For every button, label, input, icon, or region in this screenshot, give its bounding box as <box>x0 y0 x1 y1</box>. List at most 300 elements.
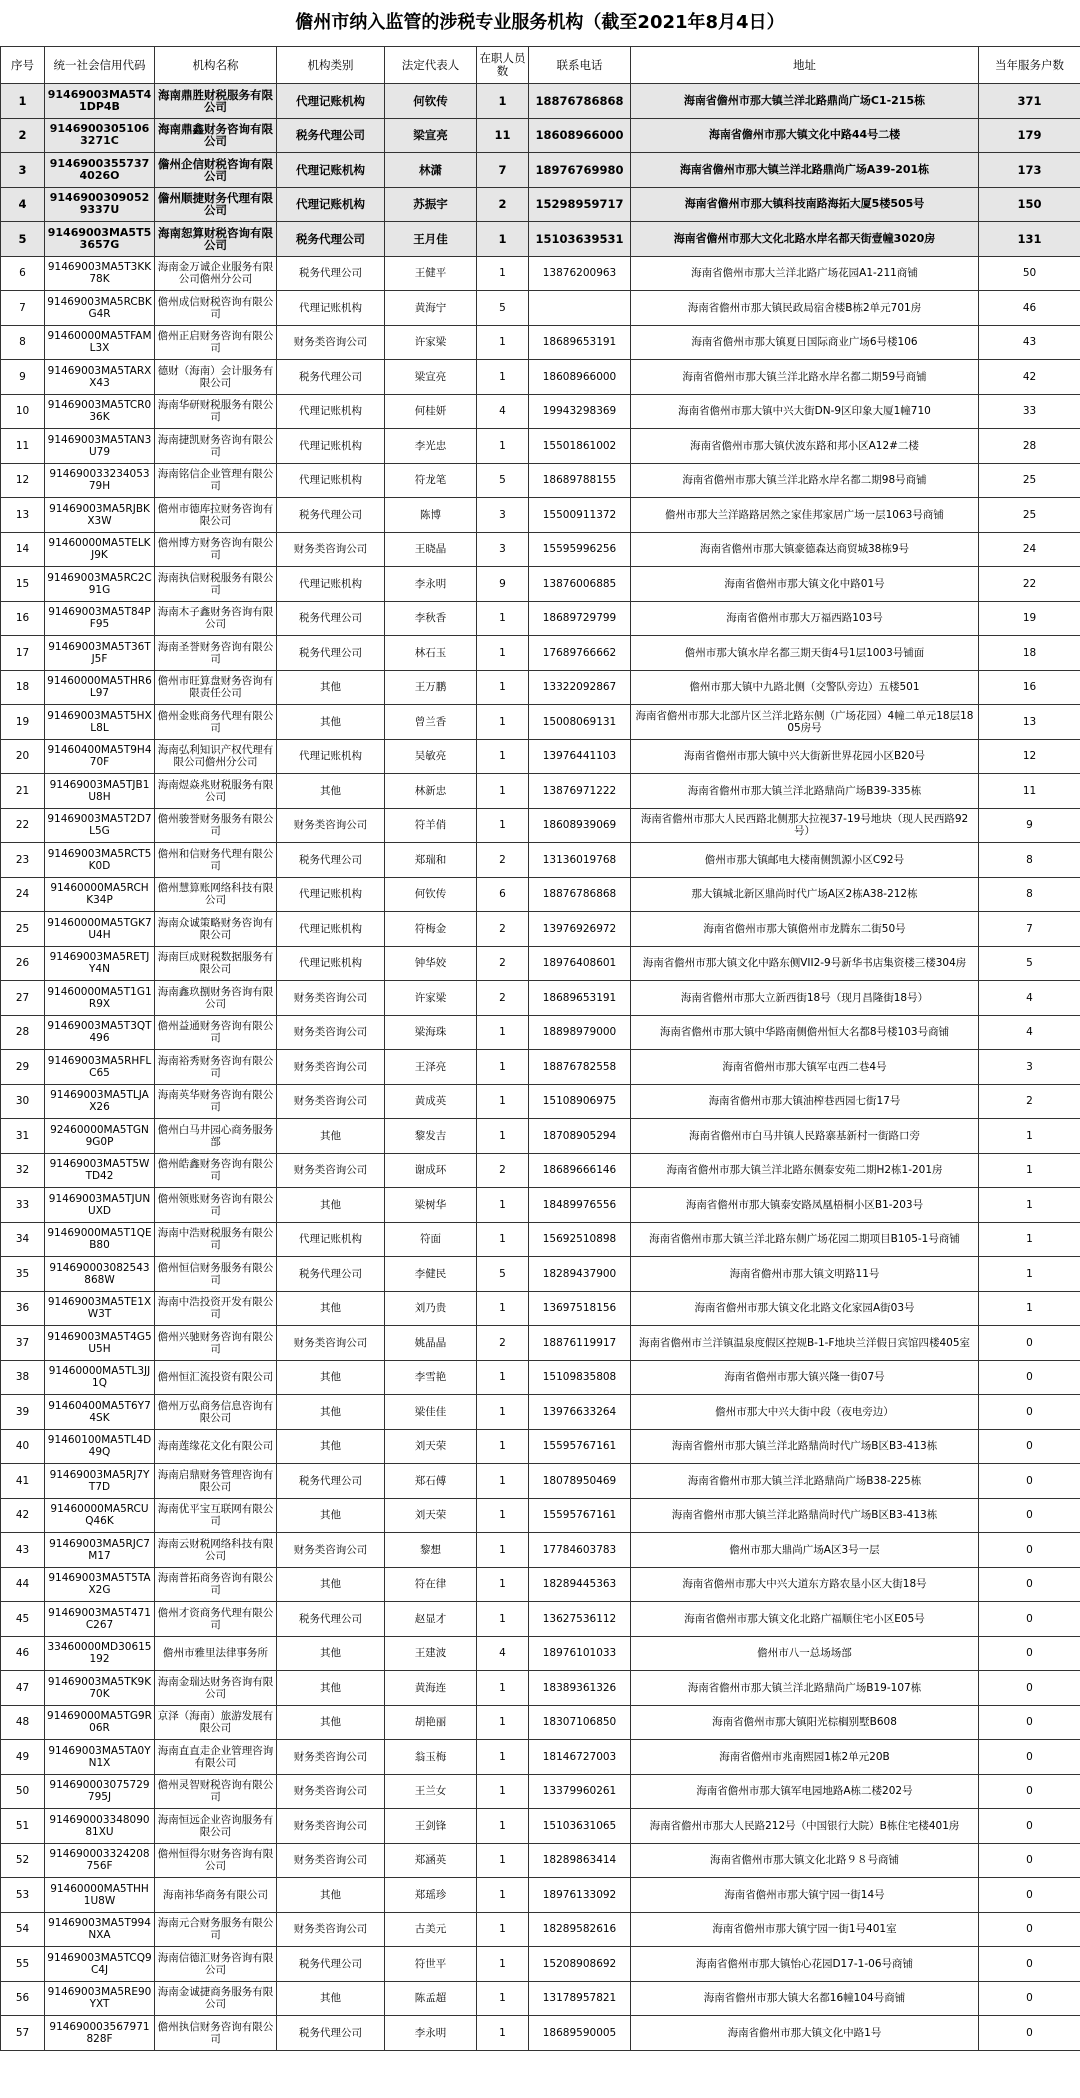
cell-no: 20 <box>1 739 45 774</box>
cell-address: 儋州市那大镇水岸名都三期天街4号1层1003号铺面 <box>631 636 979 671</box>
cell-served: 0 <box>979 1705 1080 1740</box>
cell-code: 91469003MA5RJ7YT7D <box>45 1464 155 1499</box>
cell-staff: 1 <box>477 1843 529 1878</box>
cell-address: 海南省儋州市白马井镇人民路寨基新村一街路口旁 <box>631 1119 979 1154</box>
cell-type: 财务类咨询公司 <box>277 532 385 567</box>
cell-rep: 黎发吉 <box>385 1119 477 1154</box>
cell-name: 海南元合财务服务有限公司 <box>155 1912 277 1947</box>
cell-staff: 1 <box>477 1222 529 1257</box>
cell-name: 海南众诚策略财务咨询有限公司 <box>155 912 277 947</box>
cell-name: 海南中浩财税服务有限公司 <box>155 1222 277 1257</box>
cell-type: 财务类咨询公司 <box>277 1084 385 1119</box>
cell-code: 91469000MA5TG9R06R <box>45 1705 155 1740</box>
cell-served: 0 <box>979 1464 1080 1499</box>
cell-no: 19 <box>1 705 45 740</box>
cell-rep: 何钦传 <box>385 84 477 119</box>
cell-code: 91469003MA5T53657G <box>45 222 155 257</box>
cell-address: 海南省儋州市那大立新西街18号（现月昌隆街18号） <box>631 981 979 1016</box>
cell-no: 35 <box>1 1257 45 1292</box>
cell-staff: 1 <box>477 1360 529 1395</box>
cell-name: 儋州兴驰财务咨询有限公司 <box>155 1326 277 1361</box>
cell-staff: 1 <box>477 360 529 395</box>
header-cell-served: 当年服务户数 <box>979 47 1080 84</box>
cell-address: 海南省儋州市那大镇泰安路凤凰梧桐小区B1-203号 <box>631 1188 979 1223</box>
cell-no: 22 <box>1 808 45 843</box>
cell-rep: 符龙笔 <box>385 463 477 498</box>
cell-served: 0 <box>979 1636 1080 1671</box>
cell-code: 91460000MA5TFAML3X <box>45 325 155 360</box>
cell-staff: 2 <box>477 1326 529 1361</box>
cell-type: 财务类咨询公司 <box>277 1912 385 1947</box>
cell-type: 税务代理公司 <box>277 498 385 533</box>
cell-staff: 1 <box>477 222 529 257</box>
cell-staff: 1 <box>477 1567 529 1602</box>
cell-type: 其他 <box>277 1567 385 1602</box>
table-row <box>1 1084 1080 1119</box>
cell-staff: 1 <box>477 1602 529 1637</box>
cell-phone: 13136019768 <box>529 843 631 878</box>
cell-code: 91469003MA5T3QT496 <box>45 1015 155 1050</box>
table-row <box>1 774 1080 809</box>
cell-address: 海南省儋州市兰洋镇温泉度假区控规B-1-F地块兰洋假日宾馆四楼405室 <box>631 1326 979 1361</box>
table-row <box>1 1947 1080 1982</box>
cell-staff: 5 <box>477 1257 529 1292</box>
table-row <box>1 1429 1080 1464</box>
header-cell-phone: 联系电话 <box>529 47 631 84</box>
cell-served: 3 <box>979 1050 1080 1085</box>
cell-staff: 1 <box>477 1119 529 1154</box>
cell-rep: 刘天荣 <box>385 1429 477 1464</box>
cell-code: 91469003MA5TJB1U8H <box>45 774 155 809</box>
table-row <box>1 1705 1080 1740</box>
cell-type: 其他 <box>277 670 385 705</box>
table-row <box>1 1912 1080 1947</box>
cell-phone: 13976926972 <box>529 912 631 947</box>
cell-type: 其他 <box>277 1878 385 1913</box>
table-row <box>1 1015 1080 1050</box>
cell-served: 0 <box>979 1843 1080 1878</box>
cell-served: 0 <box>979 1567 1080 1602</box>
cell-no: 16 <box>1 601 45 636</box>
cell-rep: 古美元 <box>385 1912 477 1947</box>
cell-code: 91469003MA5T5WTD42 <box>45 1153 155 1188</box>
cell-phone: 15208908692 <box>529 1947 631 1982</box>
cell-no: 45 <box>1 1602 45 1637</box>
cell-staff: 1 <box>477 808 529 843</box>
cell-address: 海南省儋州市那大镇中华路南侧儋州恒大名都8号楼103号商铺 <box>631 1015 979 1050</box>
cell-served: 5 <box>979 946 1080 981</box>
table-row <box>1 670 1080 705</box>
cell-phone: 18976408601 <box>529 946 631 981</box>
table-row <box>1 1740 1080 1775</box>
cell-rep: 郑涵英 <box>385 1843 477 1878</box>
cell-served: 12 <box>979 739 1080 774</box>
cell-no: 38 <box>1 1360 45 1395</box>
cell-address: 海南省儋州市那大镇夏日国际商业广场6号楼106 <box>631 325 979 360</box>
cell-no: 49 <box>1 1740 45 1775</box>
cell-staff: 1 <box>477 256 529 291</box>
cell-phone: 15008069131 <box>529 705 631 740</box>
cell-address: 海南省儋州市那大镇兰洋北路鼎尚广场B39-335栋 <box>631 774 979 809</box>
cell-staff: 2 <box>477 843 529 878</box>
cell-name: 儋州金账商务代理有限公司 <box>155 705 277 740</box>
cell-staff: 7 <box>477 153 529 188</box>
cell-name: 海南执信财税服务有限公司 <box>155 567 277 602</box>
cell-name: 儋州市德库拉财务咨询有限公司 <box>155 498 277 533</box>
cell-staff: 1 <box>477 1981 529 2016</box>
cell-name: 海南金诚捷商务服务有限公司 <box>155 1981 277 2016</box>
cell-address: 海南省儋州市那大镇豪德森达商贸城38栋9号 <box>631 532 979 567</box>
cell-phone: 18976769980 <box>529 153 631 188</box>
cell-served: 24 <box>979 532 1080 567</box>
page-title: 儋州市纳入监管的涉税专业服务机构（截至2021年8月4日） <box>0 0 1080 47</box>
table-row <box>1 843 1080 878</box>
cell-staff: 2 <box>477 912 529 947</box>
cell-rep: 符在律 <box>385 1567 477 1602</box>
header-cell-staff: 在职人员数 <box>477 47 529 84</box>
cell-code: 91469000MA5T1QEB80 <box>45 1222 155 1257</box>
cell-address: 海南省儋州市那大镇文化中路01号 <box>631 567 979 602</box>
cell-rep: 黄海宁 <box>385 291 477 326</box>
cell-address: 海南省儋州市那大镇兰洋北路鼎尚广场C1-215栋 <box>631 84 979 119</box>
cell-no: 5 <box>1 222 45 257</box>
cell-no: 31 <box>1 1119 45 1154</box>
cell-code: 91469003MA5T3KK78K <box>45 256 155 291</box>
cell-no: 11 <box>1 429 45 464</box>
cell-no: 21 <box>1 774 45 809</box>
cell-name: 海南巨成财税数据服务有限公司 <box>155 946 277 981</box>
cell-rep: 林新忠 <box>385 774 477 809</box>
cell-type: 其他 <box>277 774 385 809</box>
cell-type: 税务代理公司 <box>277 2016 385 2051</box>
cell-rep: 王健平 <box>385 256 477 291</box>
table-body <box>1 84 1080 2051</box>
cell-phone: 13627536112 <box>529 1602 631 1637</box>
cell-served: 43 <box>979 325 1080 360</box>
table-row <box>1 222 1080 257</box>
cell-name: 海南捷凯财务咨询有限公司 <box>155 429 277 464</box>
cell-rep: 王晓晶 <box>385 532 477 567</box>
cell-served: 1 <box>979 1153 1080 1188</box>
cell-phone: 15595996256 <box>529 532 631 567</box>
table-row <box>1 1395 1080 1430</box>
cell-type: 代理记账机构 <box>277 567 385 602</box>
cell-staff: 9 <box>477 567 529 602</box>
cell-type: 代理记账机构 <box>277 912 385 947</box>
cell-type: 财务类咨询公司 <box>277 1153 385 1188</box>
cell-served: 18 <box>979 636 1080 671</box>
table-row <box>1 1843 1080 1878</box>
cell-rep: 钟华姣 <box>385 946 477 981</box>
cell-staff: 1 <box>477 774 529 809</box>
cell-phone: 13876006885 <box>529 567 631 602</box>
cell-type: 税务代理公司 <box>277 843 385 878</box>
cell-served: 0 <box>979 1878 1080 1913</box>
cell-address: 海南省儋州市那大镇兰洋北路水岸名都二期98号商铺 <box>631 463 979 498</box>
cell-rep: 李雪艳 <box>385 1360 477 1395</box>
cell-address: 海南省儋州市那大镇兰洋北路水岸名都二期59号商铺 <box>631 360 979 395</box>
cell-served: 173 <box>979 153 1080 188</box>
cell-no: 34 <box>1 1222 45 1257</box>
cell-no: 47 <box>1 1671 45 1706</box>
cell-served: 1 <box>979 1222 1080 1257</box>
cell-code: 91469003MA5RC2C91G <box>45 567 155 602</box>
cell-staff: 1 <box>477 705 529 740</box>
cell-no: 15 <box>1 567 45 602</box>
cell-served: 0 <box>979 1360 1080 1395</box>
cell-code: 92460000MA5TGN9G0P <box>45 1119 155 1154</box>
cell-rep: 陈孟超 <box>385 1981 477 2016</box>
cell-no: 51 <box>1 1809 45 1844</box>
cell-name: 儋州恒汇流投资有限公司 <box>155 1360 277 1395</box>
cell-code: 91469003MA5TAN3U79 <box>45 429 155 464</box>
cell-name: 儋州才资商务代理有限公司 <box>155 1602 277 1637</box>
cell-address: 儋州市那大中兴大街中段（夜电旁边） <box>631 1395 979 1430</box>
cell-type: 税务代理公司 <box>277 1602 385 1637</box>
cell-phone: 18307106850 <box>529 1705 631 1740</box>
cell-name: 海南金万诚企业服务有限公司儋州分公司 <box>155 256 277 291</box>
cell-type: 税务代理公司 <box>277 360 385 395</box>
cell-code: 91469003MA5TJUNUXD <box>45 1188 155 1223</box>
cell-type: 其他 <box>277 1498 385 1533</box>
cell-type: 税务代理公司 <box>277 601 385 636</box>
cell-no: 2 <box>1 118 45 153</box>
cell-staff: 1 <box>477 1878 529 1913</box>
cell-rep: 林潇 <box>385 153 477 188</box>
cell-address: 海南省儋州市那大镇兰洋北路东侧广场花园二期项目B105-1号商铺 <box>631 1222 979 1257</box>
header-cell-type: 机构类别 <box>277 47 385 84</box>
table-row <box>1 636 1080 671</box>
cell-served: 179 <box>979 118 1080 153</box>
cell-rep: 梁宣亮 <box>385 118 477 153</box>
cell-staff: 1 <box>477 1188 529 1223</box>
cell-rep: 谢成环 <box>385 1153 477 1188</box>
cell-no: 46 <box>1 1636 45 1671</box>
cell-phone: 18876782558 <box>529 1050 631 1085</box>
cell-address: 海南省儋州市那大镇中兴大街新世界花园小区B20号 <box>631 739 979 774</box>
cell-served: 0 <box>979 1533 1080 1568</box>
cell-no: 41 <box>1 1464 45 1499</box>
cell-staff: 1 <box>477 1395 529 1430</box>
cell-type: 其他 <box>277 1429 385 1464</box>
cell-no: 50 <box>1 1774 45 1809</box>
cell-phone: 15109835808 <box>529 1360 631 1395</box>
cell-type: 财务类咨询公司 <box>277 981 385 1016</box>
cell-no: 3 <box>1 153 45 188</box>
cell-phone: 15298959717 <box>529 187 631 222</box>
cell-code: 91469003MA5T5TAX2G <box>45 1567 155 1602</box>
cell-no: 52 <box>1 1843 45 1878</box>
header-cell-address: 地址 <box>631 47 979 84</box>
table-row <box>1 153 1080 188</box>
cell-staff: 1 <box>477 1809 529 1844</box>
cell-rep: 梁佳佳 <box>385 1395 477 1430</box>
cell-phone: 18289863414 <box>529 1843 631 1878</box>
cell-code: 91469003MA5RETJY4N <box>45 946 155 981</box>
cell-type: 其他 <box>277 1636 385 1671</box>
cell-served: 0 <box>979 1602 1080 1637</box>
cell-address: 儋州市那大镇中九路北侧（交警队旁边）五楼501 <box>631 670 979 705</box>
cell-phone: 13322092867 <box>529 670 631 705</box>
cell-code: 91469003MA5RE90YXT <box>45 1981 155 2016</box>
cell-name: 儋州市雅里法律事务所 <box>155 1636 277 1671</box>
cell-code: 91469003MA5RCBKG4R <box>45 291 155 326</box>
cell-code: 91469003MA5TA0YN1X <box>45 1740 155 1775</box>
cell-staff: 2 <box>477 946 529 981</box>
cell-code: 91469003MA5RCT5K0D <box>45 843 155 878</box>
cell-no: 55 <box>1 1947 45 1982</box>
cell-type: 财务类咨询公司 <box>277 1533 385 1568</box>
cell-type: 其他 <box>277 1291 385 1326</box>
cell-address: 海南省儋州市那大镇兰洋北路鼎尚时代广场B区B3-413栋 <box>631 1429 979 1464</box>
table-row <box>1 877 1080 912</box>
cell-type: 代理记账机构 <box>277 84 385 119</box>
table-row <box>1 291 1080 326</box>
cell-served: 0 <box>979 1498 1080 1533</box>
cell-staff: 1 <box>477 1015 529 1050</box>
cell-served: 50 <box>979 256 1080 291</box>
cell-name: 海南铭信企业管理有限公司 <box>155 463 277 498</box>
agency-table <box>0 46 1080 2051</box>
cell-code: 91469003MA5TCR036K <box>45 394 155 429</box>
cell-code: 91469003MA5T4G5U5H <box>45 1326 155 1361</box>
cell-phone: 13976441103 <box>529 739 631 774</box>
cell-phone: 18689590005 <box>529 2016 631 2051</box>
cell-code: 91469003MA5T5HXL8L <box>45 705 155 740</box>
cell-served: 19 <box>979 601 1080 636</box>
cell-name: 海南启鼎财务管理咨询有限公司 <box>155 1464 277 1499</box>
cell-no: 56 <box>1 1981 45 2016</box>
cell-served: 1 <box>979 1257 1080 1292</box>
cell-no: 17 <box>1 636 45 671</box>
cell-served: 0 <box>979 1671 1080 1706</box>
cell-phone: 15500911372 <box>529 498 631 533</box>
cell-rep: 梁海珠 <box>385 1015 477 1050</box>
cell-name: 海南鼎胜财税服务有限公司 <box>155 84 277 119</box>
cell-phone: 13876200963 <box>529 256 631 291</box>
cell-type: 代理记账机构 <box>277 429 385 464</box>
cell-type: 其他 <box>277 1119 385 1154</box>
cell-code: 914690003324208756F <box>45 1843 155 1878</box>
cell-rep: 王兰女 <box>385 1774 477 1809</box>
cell-name: 儋州和信财务代理有限公司 <box>155 843 277 878</box>
cell-code: 914690003567971828F <box>45 2016 155 2051</box>
cell-code: 91469003MA5TARXX43 <box>45 360 155 395</box>
cell-rep: 梁宣亮 <box>385 360 477 395</box>
table-row <box>1 912 1080 947</box>
cell-no: 32 <box>1 1153 45 1188</box>
cell-type: 税务代理公司 <box>277 636 385 671</box>
cell-address: 海南省儋州市那大镇兴隆一街07号 <box>631 1360 979 1395</box>
cell-no: 30 <box>1 1084 45 1119</box>
cell-name: 儋州皓鑫财务咨询有限公司 <box>155 1153 277 1188</box>
header-cell-rep: 法定代表人 <box>385 47 477 84</box>
cell-name: 儋州益通财务咨询有限公司 <box>155 1015 277 1050</box>
cell-address: 海南省儋州市那大镇油榨巷西园七街17号 <box>631 1084 979 1119</box>
cell-code: 91460000MA5T1G1R9X <box>45 981 155 1016</box>
cell-name: 儋州骏誉财务服务有限公司 <box>155 808 277 843</box>
table-row <box>1 1222 1080 1257</box>
cell-staff: 1 <box>477 1498 529 1533</box>
cell-type: 代理记账机构 <box>277 1222 385 1257</box>
cell-name: 儋州恒信财务服务有限公司 <box>155 1257 277 1292</box>
cell-phone: 18289582616 <box>529 1912 631 1947</box>
cell-no: 44 <box>1 1567 45 1602</box>
table-row <box>1 808 1080 843</box>
cell-type: 其他 <box>277 1395 385 1430</box>
cell-name: 海南煜焱兆财税服务有限公司 <box>155 774 277 809</box>
cell-rep: 梁树华 <box>385 1188 477 1223</box>
cell-name: 海南普拓商务咨询有限公司 <box>155 1567 277 1602</box>
cell-no: 6 <box>1 256 45 291</box>
cell-phone: 18146727003 <box>529 1740 631 1775</box>
cell-phone: 18689653191 <box>529 981 631 1016</box>
cell-rep: 何钦传 <box>385 877 477 912</box>
cell-type: 代理记账机构 <box>277 153 385 188</box>
table-row <box>1 118 1080 153</box>
table-row <box>1 1360 1080 1395</box>
cell-served: 22 <box>979 567 1080 602</box>
cell-code: 91469003051063271C <box>45 118 155 153</box>
cell-address: 海南省儋州市那大兰洋北路广场花园A1-211商铺 <box>631 256 979 291</box>
cell-rep: 许家梁 <box>385 981 477 1016</box>
cell-phone: 13379960261 <box>529 1774 631 1809</box>
cell-no: 4 <box>1 187 45 222</box>
table-row <box>1 567 1080 602</box>
cell-rep: 吴敏亮 <box>385 739 477 774</box>
cell-rep: 姚晶晶 <box>385 1326 477 1361</box>
table-row <box>1 532 1080 567</box>
cell-phone: 13178957821 <box>529 1981 631 2016</box>
table-row <box>1 84 1080 119</box>
table-row <box>1 705 1080 740</box>
cell-staff: 2 <box>477 187 529 222</box>
cell-type: 财务类咨询公司 <box>277 1326 385 1361</box>
cell-served: 4 <box>979 1015 1080 1050</box>
cell-type: 代理记账机构 <box>277 946 385 981</box>
cell-name: 儋州白马井园心商务服务部 <box>155 1119 277 1154</box>
cell-rep: 郑石傅 <box>385 1464 477 1499</box>
cell-address: 海南省儋州市那大镇兰洋北路东侧泰安苑二期H2栋1-201房 <box>631 1153 979 1188</box>
cell-served: 42 <box>979 360 1080 395</box>
cell-address: 海南省儋州市兆南熙园1栋2单元20B <box>631 1740 979 1775</box>
cell-type: 税务代理公司 <box>277 1947 385 1982</box>
cell-address: 海南省儋州市那大镇军屯西二巷4号 <box>631 1050 979 1085</box>
cell-address: 儋州市那大兰洋路路居然之家佳邦家居广场一层1063号商铺 <box>631 498 979 533</box>
cell-no: 8 <box>1 325 45 360</box>
cell-no: 23 <box>1 843 45 878</box>
cell-code: 91469003MA5RJC7M17 <box>45 1533 155 1568</box>
cell-served: 16 <box>979 670 1080 705</box>
cell-staff: 2 <box>477 981 529 1016</box>
cell-type: 代理记账机构 <box>277 291 385 326</box>
cell-name: 海南鑫玖捌财务咨询有限公司 <box>155 981 277 1016</box>
cell-no: 1 <box>1 84 45 119</box>
cell-address: 海南省儋州市那大镇阳光棕榈别墅B608 <box>631 1705 979 1740</box>
cell-served: 0 <box>979 1947 1080 1982</box>
cell-served: 1 <box>979 1188 1080 1223</box>
cell-name: 海南祎华商务有限公司 <box>155 1878 277 1913</box>
cell-name: 儋州慧算账网络科技有限公司 <box>155 877 277 912</box>
cell-phone: 18876119917 <box>529 1326 631 1361</box>
cell-address: 海南省儋州市那大文化北路水岸名都天街壹幢3020房 <box>631 222 979 257</box>
cell-rep: 李健民 <box>385 1257 477 1292</box>
header-row <box>1 47 1080 84</box>
cell-address: 海南省儋州市那大镇怡心花园D17-1-06号商铺 <box>631 1947 979 1982</box>
cell-served: 371 <box>979 84 1080 119</box>
cell-rep: 李秋香 <box>385 601 477 636</box>
cell-served: 25 <box>979 463 1080 498</box>
